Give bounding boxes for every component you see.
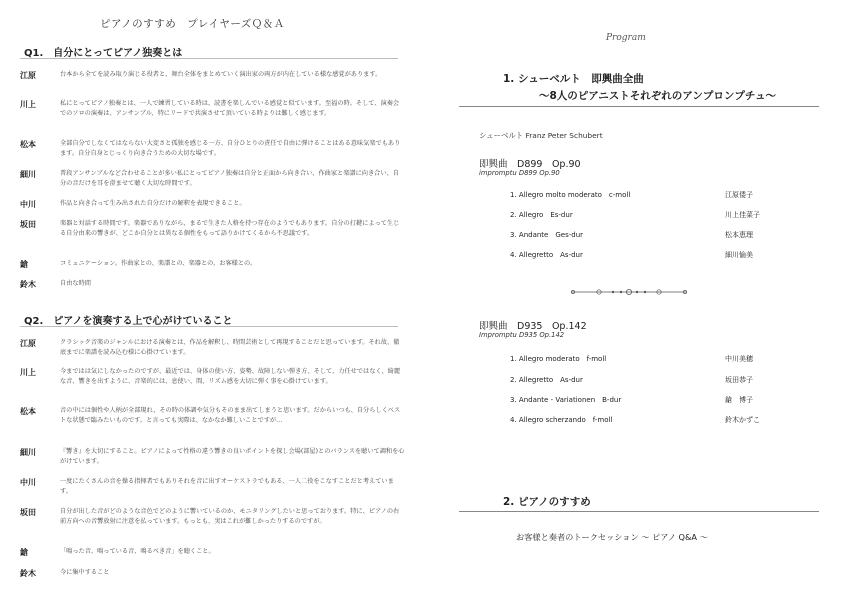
performer-name: 中川美穂 bbox=[725, 355, 753, 363]
respondent-name: 鎗 bbox=[20, 260, 28, 269]
section1-title: 1. シューベルト 即興曲全曲 bbox=[503, 73, 644, 85]
work-subtitle: impromptu D899 Op.90 bbox=[479, 169, 560, 177]
answer-text: 自分が出した音がどのような音色でどのように響いているのか、モニタリングしたいと思っております。特に、ピアノの右前方向への音響放射に注意を払っています。もっとも、実はこれが難しかったりするのですが。 bbox=[60, 508, 400, 525]
piece-title: 3. Andante - Variationen B-dur bbox=[510, 396, 622, 404]
performer-name: 坂田恭子 bbox=[725, 376, 753, 384]
respondent-name: 鈴木 bbox=[20, 569, 36, 578]
section2-divider bbox=[459, 511, 819, 512]
answer-text: 台本から全てを読み取り演じる役者と、舞台全体をまとめていく演出家の両方が内在している様な感覚があります。 bbox=[60, 71, 382, 78]
answer-text: 作品と向き合って生み出された自分だけの解釈を表現できること。 bbox=[60, 200, 246, 207]
section1-divider bbox=[459, 106, 819, 107]
respondent-name: 中川 bbox=[20, 478, 36, 487]
piece-title: 3. Andante Ges-dur bbox=[510, 231, 584, 239]
answer-text: 全部自分でしなくてはならない大変さと孤独を感じる一方、自分ひとりの責任で自由に弾けることはある意味気楽でもあります。自分自身とじっくり向き合うための大切な場です。 bbox=[60, 140, 401, 157]
piece-title: 4. Allegro scherzando f-moll bbox=[510, 416, 613, 424]
respondent-name: 江原 bbox=[20, 71, 36, 80]
section2-title: 2. ピアノのすすめ bbox=[503, 496, 591, 508]
respondent-name: 坂田 bbox=[20, 220, 36, 229]
work-title: 即興曲 D899 Op.90 bbox=[479, 159, 581, 170]
answer-text: コミュニケーション。作曲家との、楽譜との、楽器との、お客様との。 bbox=[60, 260, 257, 267]
answer-text: 「鳴った音、鳴っている音、鳴るべき音」を聴くこと。 bbox=[60, 548, 215, 555]
piece-title: 1. Allegro molto moderato c-moll bbox=[510, 191, 631, 199]
performer-name: 川上佳菜子 bbox=[725, 211, 760, 219]
q1-heading: Q1. 自分にとってピアノ独奏とは bbox=[24, 48, 183, 59]
respondent-name: 細川 bbox=[20, 170, 36, 179]
section1-subtitle: ～8人のピアニストそれぞれのアンプロンプチュ～ bbox=[539, 90, 777, 102]
answer-text: 普段アンサンブルなど合わせることが多い私にとってピアノ独奏は自分と正面から向き合い、作曲家と楽譜に向き合い、自分の音だけを耳を澄ませて聴く大切な時間です。 bbox=[60, 170, 399, 187]
answer-text: 今まではは気にしなかったのですが、最近では、身体の使い方、姿勢、故障しない弾き方、そして、力任せではなく、綺麗な音、響きを出すように、音楽的には、息使い、間、リズム感を大切に弾く事を心掛けています。 bbox=[60, 368, 401, 385]
respondent-name: 中川 bbox=[20, 200, 36, 209]
answer-text: 『響き』を大切にすること。ピアノによって性格の違う響きの良いポイントを探し会場(部屋)とのバランスを聴いて調和を心がけています。 bbox=[60, 448, 405, 465]
answer-text: 楽器と対話する時間です。楽器でありながら、まるで生きた人格を持つ存在のようでもあります。自分の打鍵によって生じる自分由来の響きが、どこか自分とは異なる個性をもって語りかけてくるから不思議です。 bbox=[60, 220, 400, 237]
work-subtitle: Impromptu D935 Op.142 bbox=[479, 331, 565, 339]
work-title: 即興曲 D935 Op.142 bbox=[479, 321, 587, 332]
answer-text: 音の中には個性や人柄が全部現れ、その時の体調や気分もそのまま出てしまうと思います。だからいつも、自分らしくベストな状態で臨みたいものです。と言っても実際は、なかなか難しいことですが… bbox=[60, 407, 401, 424]
answer-text: クラシック音楽のジャンルにおける演奏とは、作品を解釈し、時間芸術として再現することだと思っています。それ故、徹底までに楽譜を読み込む様に心掛けています。 bbox=[60, 339, 400, 356]
program-page bbox=[421, 0, 842, 595]
answer-text: 自由な時間 bbox=[60, 280, 91, 287]
respondent-name: 松本 bbox=[20, 407, 36, 416]
respondent-name: 川上 bbox=[20, 368, 36, 377]
performer-name: 細川愉美 bbox=[725, 251, 753, 259]
performer-name: 松本恵理 bbox=[725, 231, 753, 239]
piece-title: 1. Allegro moderato f-moll bbox=[510, 355, 607, 363]
section2-description: お客様と奏者のトークセッション ～ ピアノ Q&A ～ bbox=[516, 532, 708, 542]
piece-title: 4. Allegretto As-dur bbox=[510, 251, 583, 259]
answer-text: 私にとってピアノ独奏とは、一人で練習している時は、読書を楽しんでいる感覚と似ています。至福の時。そして、演奏会でのソロの演奏は、アンサンブル、特にリードで共演させて頂いている時よりは難しく感じます。 bbox=[60, 100, 400, 117]
answer-text: 一度にたくさんの音を操る指揮者でもありそれを音に出すオーケストラでもある、一人二役をこなすことだと考えています。 bbox=[60, 478, 394, 495]
respondent-name: 川上 bbox=[20, 100, 36, 109]
q2-divider bbox=[20, 326, 398, 327]
program-label: Program bbox=[606, 33, 646, 43]
page-title: ピアノのすすめ プレイヤーズＱ＆Ａ bbox=[100, 18, 285, 30]
respondent-name: 江原 bbox=[20, 339, 36, 348]
piece-title: 2. Allegretto As-dur bbox=[510, 376, 583, 384]
respondent-name: 鈴木 bbox=[20, 280, 36, 289]
performer-name: 鈴木かずこ bbox=[725, 416, 760, 424]
ornament-divider bbox=[569, 286, 689, 298]
performer-name: 江原倭子 bbox=[725, 191, 753, 199]
performer-name: 鎗 博子 bbox=[725, 396, 753, 404]
respondent-name: 松本 bbox=[20, 140, 36, 149]
respondent-name: 鎗 bbox=[20, 548, 28, 557]
respondent-name: 細川 bbox=[20, 448, 36, 457]
q1-divider bbox=[20, 58, 398, 59]
composer-name: シューベルト Franz Peter Schubert bbox=[479, 131, 603, 140]
q2-heading: Q2. ピアノを演奏する上で心がけていること bbox=[24, 316, 233, 327]
piece-title: 2. Allegro Es-dur bbox=[510, 211, 573, 219]
answer-text: 今に集中すること bbox=[60, 569, 110, 576]
respondent-name: 坂田 bbox=[20, 508, 36, 517]
